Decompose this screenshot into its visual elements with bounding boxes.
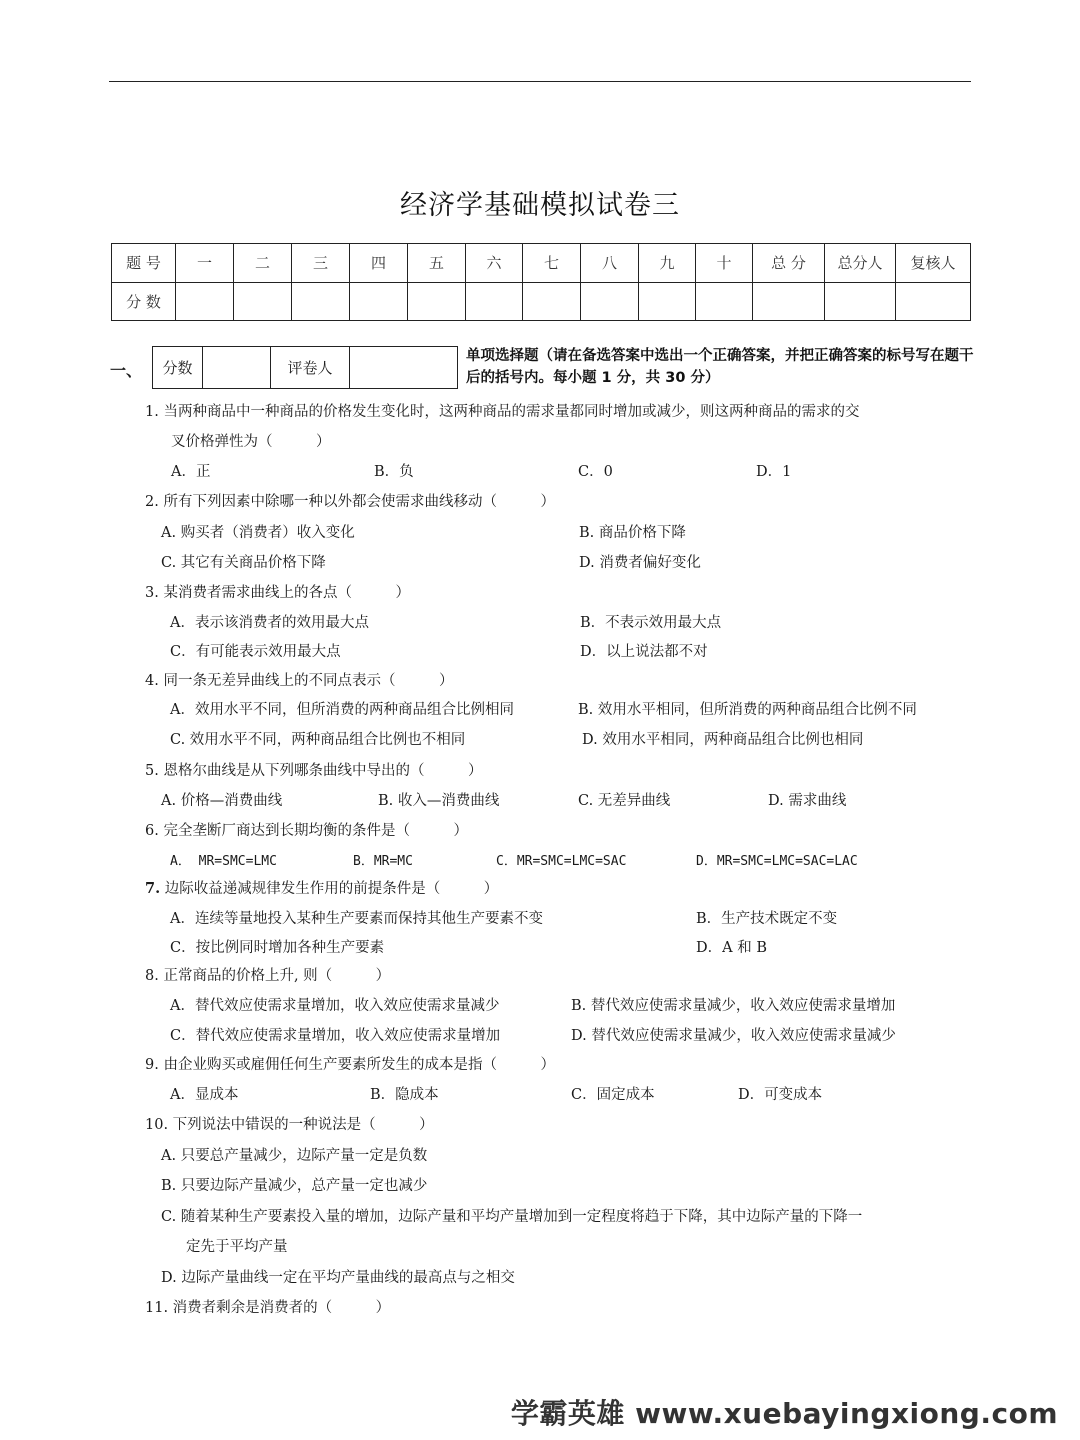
score-cell[interactable] (408, 282, 466, 321)
option-b: B．负 (374, 464, 414, 480)
score-cell[interactable] (753, 282, 825, 321)
option-b: B. 收入—消费曲线 (378, 793, 500, 809)
option-b: B. 效用水平相同，但所消费的两种商品组合比例不同 (578, 702, 917, 718)
option-d: D. 需求曲线 (768, 793, 847, 809)
question-stem: 11. 消费者剩余是消费者的（ ） (145, 1300, 391, 1316)
option-c: C. 效用水平不同，两种商品组合比例也不相同 (170, 732, 466, 748)
score-cell[interactable] (176, 282, 234, 321)
score-table-score-row (112, 282, 971, 321)
header-cell: 六 (466, 244, 523, 283)
score-cell[interactable] (639, 282, 696, 321)
score-cell[interactable] (466, 282, 523, 321)
option-c: C．有可能表示效用最大点 (170, 644, 341, 660)
option-d: D. 边际产量曲线一定在平均产量曲线的最高点与之相交 (161, 1270, 515, 1286)
header-cell: 四 (350, 244, 408, 283)
header-cell: 五 (408, 244, 466, 283)
score-cell[interactable] (825, 282, 896, 321)
score-cell[interactable] (581, 282, 639, 321)
option-a: A．表示该消费者的效用最大点 (170, 615, 369, 631)
option-c: C．按比例同时增加各种生产要素 (170, 940, 385, 956)
page-title: 经济学基础模拟试卷三 (400, 190, 680, 221)
score-table (111, 243, 971, 321)
option-d: D. 替代效应使需求量减少，收入效应使需求量减少 (571, 1028, 896, 1044)
header-cell: 题 号 (112, 244, 176, 283)
option-c: C. 随着某种生产要素投入量的增加，边际产量和平均产量增加到一定程度将趋于下降，其中边际产量的下降一 (161, 1209, 863, 1225)
question-stem: 4. 同一条无差异曲线上的不同点表示（ ） (145, 673, 454, 689)
option-a: A. 购买者（消费者）收入变化 (161, 525, 355, 541)
score-cell[interactable] (523, 282, 581, 321)
question-stem: 1. 当两种商品中一种商品的价格发生变化时，这两种商品的需求量都同时增加或减少，则这两种商品的需求的交 (145, 404, 860, 420)
option-c: C. 无差异曲线 (578, 793, 671, 809)
option-d: D．A 和 B (696, 940, 767, 956)
header-cell: 总分人 (825, 244, 896, 283)
question-text: 边际收益递减规律发生作用的前提条件是（ ） (160, 881, 499, 897)
option-b: B. 只要边际产量减少，总产量一定也减少 (161, 1178, 428, 1194)
option-c: C．MR=SMC=LMC=SAC (496, 854, 627, 869)
section-instruction: 单项选择题（请在备选答案中选出一个正确答案，并把正确答案的标号写在题干后的括号内。每小题 1 分，共 30 分） (466, 348, 974, 386)
option-d: D. 效用水平相同，两种商品组合比例也相同 (582, 732, 864, 748)
option-a: A．显成本 (170, 1087, 239, 1103)
section-number: 一、 (110, 361, 143, 380)
option-b: B．生产技术既定不变 (696, 911, 838, 927)
option-d: D．以上说法都不对 (580, 644, 708, 660)
option-b: B．隐成本 (370, 1087, 439, 1103)
option-d: D．1 (756, 464, 792, 480)
question-stem-cont: 叉价格弹性为（ ） (171, 434, 331, 450)
option-c: C．0 (578, 464, 613, 480)
option-c: C．固定成本 (571, 1087, 655, 1103)
question-stem: 10. 下列说法中错误的一种说法是（ ） (145, 1117, 434, 1133)
header-cell: 九 (639, 244, 696, 283)
header-cell: 三 (292, 244, 350, 283)
option-d: D．可变成本 (738, 1087, 823, 1103)
header-cell: 七 (523, 244, 581, 283)
option-b: B．MR=MC (353, 854, 413, 869)
grader-box (152, 346, 458, 389)
question-stem: 2. 所有下列因素中除哪一种以外都会使需求曲线移动（ ） (145, 494, 555, 510)
score-label: 分数 (153, 347, 203, 389)
option-c: C. 其它有关商品价格下降 (161, 555, 326, 571)
score-cell[interactable] (292, 282, 350, 321)
option-d: D. 消费者偏好变化 (579, 555, 701, 571)
score-cell[interactable] (234, 282, 292, 321)
header-cell: 十 (696, 244, 753, 283)
option-d: D．MR=SMC=LMC=SAC=LAC (696, 854, 858, 869)
question-stem: 9. 由企业购买或雇佣任何生产要素所发生的成本是指（ ） (145, 1057, 555, 1073)
header-cell: 复核人 (896, 244, 971, 283)
header-rule (109, 81, 971, 82)
score-cell[interactable] (350, 282, 408, 321)
option-b: B. 商品价格下降 (579, 525, 686, 541)
score-table-header-row (112, 244, 971, 283)
question-stem: 3. 某消费者需求曲线上的各点（ ） (145, 585, 410, 601)
option-a: A． MR=SMC=LMC (170, 854, 277, 869)
option-a: A．替代效应使需求量增加，收入效应使需求量减少 (170, 998, 500, 1014)
header-cell: 二 (234, 244, 292, 283)
option-c: C．替代效应使需求量增加，收入效应使需求量增加 (170, 1028, 501, 1044)
question-stem: 8. 正常商品的价格上升, 则（ ） (145, 968, 391, 984)
score-cell[interactable] (696, 282, 753, 321)
header-cell: 总 分 (753, 244, 825, 283)
footer-watermark: 学霸英雄 www.xuebayingxiong.com (510, 1397, 1058, 1430)
grader-label: 评卷人 (271, 347, 350, 389)
section-score-cell[interactable] (203, 347, 271, 389)
score-row-label: 分 数 (112, 282, 176, 321)
option-a: A．连续等量地投入某种生产要素而保持其他生产要素不变 (170, 911, 543, 927)
option-b: B．不表示效用最大点 (580, 615, 722, 631)
question-number: 7. (145, 880, 161, 897)
option-a: A. 价格—消费曲线 (161, 793, 283, 809)
option-a: A. 只要总产量减少，边际产量一定是负数 (161, 1148, 428, 1164)
header-cell: 八 (581, 244, 639, 283)
question-stem (145, 877, 498, 898)
option-c-cont: 定先于平均产量 (186, 1239, 288, 1255)
option-a: A．效用水平不同，但所消费的两种商品组合比例相同 (170, 702, 514, 718)
grader-name-cell[interactable] (350, 347, 458, 389)
header-cell: 一 (176, 244, 234, 283)
question-stem: 6. 完全垄断厂商达到长期均衡的条件是（ ） (145, 823, 468, 839)
option-b: B. 替代效应使需求量减少，收入效应使需求量增加 (571, 998, 896, 1014)
option-a: A．正 (171, 464, 211, 480)
score-cell[interactable] (896, 282, 971, 321)
question-stem: 5. 恩格尔曲线是从下列哪条曲线中导出的（ ） (145, 763, 483, 779)
